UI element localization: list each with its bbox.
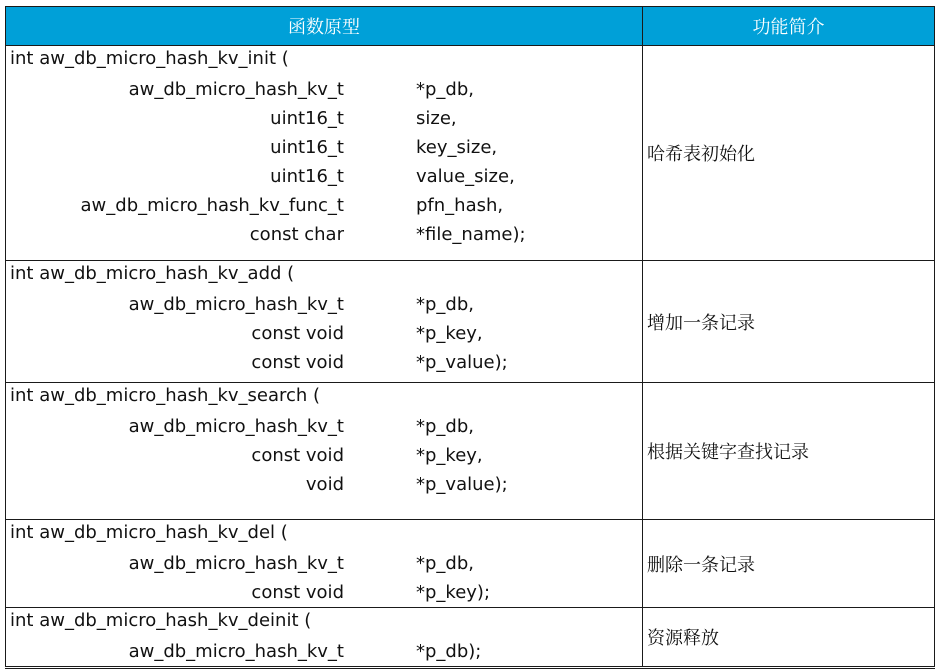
param-line	[6, 290, 642, 319]
param-line	[6, 348, 642, 377]
param-line	[6, 441, 642, 470]
function-signature: int aw_db_micro_hash_kv_search (	[10, 385, 321, 406]
param-name: *p_key);	[416, 582, 491, 603]
description-cell: 根据关键字查找记录	[643, 383, 935, 520]
prototype-cell	[6, 520, 643, 608]
param-name: *file_name);	[416, 224, 526, 245]
param-line	[6, 220, 642, 249]
param-line	[6, 191, 642, 220]
description-cell: 增加一条记录	[643, 261, 935, 383]
param-line	[6, 470, 642, 499]
function-signature: int aw_db_micro_hash_kv_add (	[10, 263, 295, 284]
param-type: aw_db_micro_hash_kv_t	[128, 294, 344, 315]
param-type: const void	[251, 582, 344, 603]
param-line	[6, 412, 642, 441]
header-prototype: 函数原型	[6, 7, 643, 46]
prototype-cell	[6, 383, 643, 520]
param-line	[6, 104, 642, 133]
prototype-cell	[6, 46, 643, 261]
header-row	[6, 7, 935, 46]
param-name: *p_key,	[416, 323, 483, 344]
param-line	[6, 549, 642, 578]
param-type: aw_db_micro_hash_kv_t	[128, 416, 344, 437]
param-type: const void	[251, 445, 344, 466]
param-line	[6, 162, 642, 191]
param-line	[6, 578, 642, 607]
table-header	[6, 7, 935, 46]
param-name: size,	[416, 108, 457, 129]
param-type: aw_db_micro_hash_kv_t	[128, 641, 344, 662]
description-cell: 资源释放	[643, 608, 935, 668]
table-row	[6, 608, 935, 668]
param-line	[6, 637, 642, 666]
param-name: *p_db,	[416, 294, 474, 315]
param-name: key_size,	[416, 137, 498, 158]
param-name: *p_db);	[416, 641, 482, 662]
param-line	[6, 319, 642, 348]
prototype-cell	[6, 608, 643, 668]
param-name: *p_value);	[416, 474, 508, 495]
param-type: const void	[251, 352, 344, 373]
param-name: *p_db,	[416, 553, 474, 574]
table-row	[6, 261, 935, 383]
param-type: aw_db_micro_hash_kv_func_t	[80, 195, 344, 216]
param-name: *p_db,	[416, 79, 474, 100]
param-type: aw_db_micro_hash_kv_t	[128, 553, 344, 574]
description-cell: 哈希表初始化	[643, 46, 935, 261]
param-type: uint16_t	[270, 166, 344, 187]
table-row	[6, 383, 935, 520]
table-row	[6, 46, 935, 261]
function-signature: int aw_db_micro_hash_kv_init (	[10, 48, 289, 69]
header-description: 功能简介	[643, 7, 935, 46]
param-type: const char	[249, 224, 344, 245]
param-type: uint16_t	[270, 137, 344, 158]
param-name: *p_value);	[416, 352, 508, 373]
function-signature: int aw_db_micro_hash_kv_del (	[10, 522, 288, 543]
param-type: const void	[251, 323, 344, 344]
table-row	[6, 520, 935, 608]
prototype-cell	[6, 261, 643, 383]
param-name: pfn_hash,	[416, 195, 504, 216]
param-name: value_size,	[416, 166, 515, 187]
param-name: *p_db,	[416, 416, 474, 437]
function-signature: int aw_db_micro_hash_kv_deinit (	[10, 610, 312, 631]
param-type: aw_db_micro_hash_kv_t	[128, 79, 344, 100]
api-table	[5, 6, 935, 669]
param-name: *p_key,	[416, 445, 483, 466]
param-line	[6, 133, 642, 162]
description-cell: 删除一条记录	[643, 520, 935, 608]
param-type: uint16_t	[270, 108, 344, 129]
param-type: void	[305, 474, 344, 495]
param-line	[6, 75, 642, 104]
